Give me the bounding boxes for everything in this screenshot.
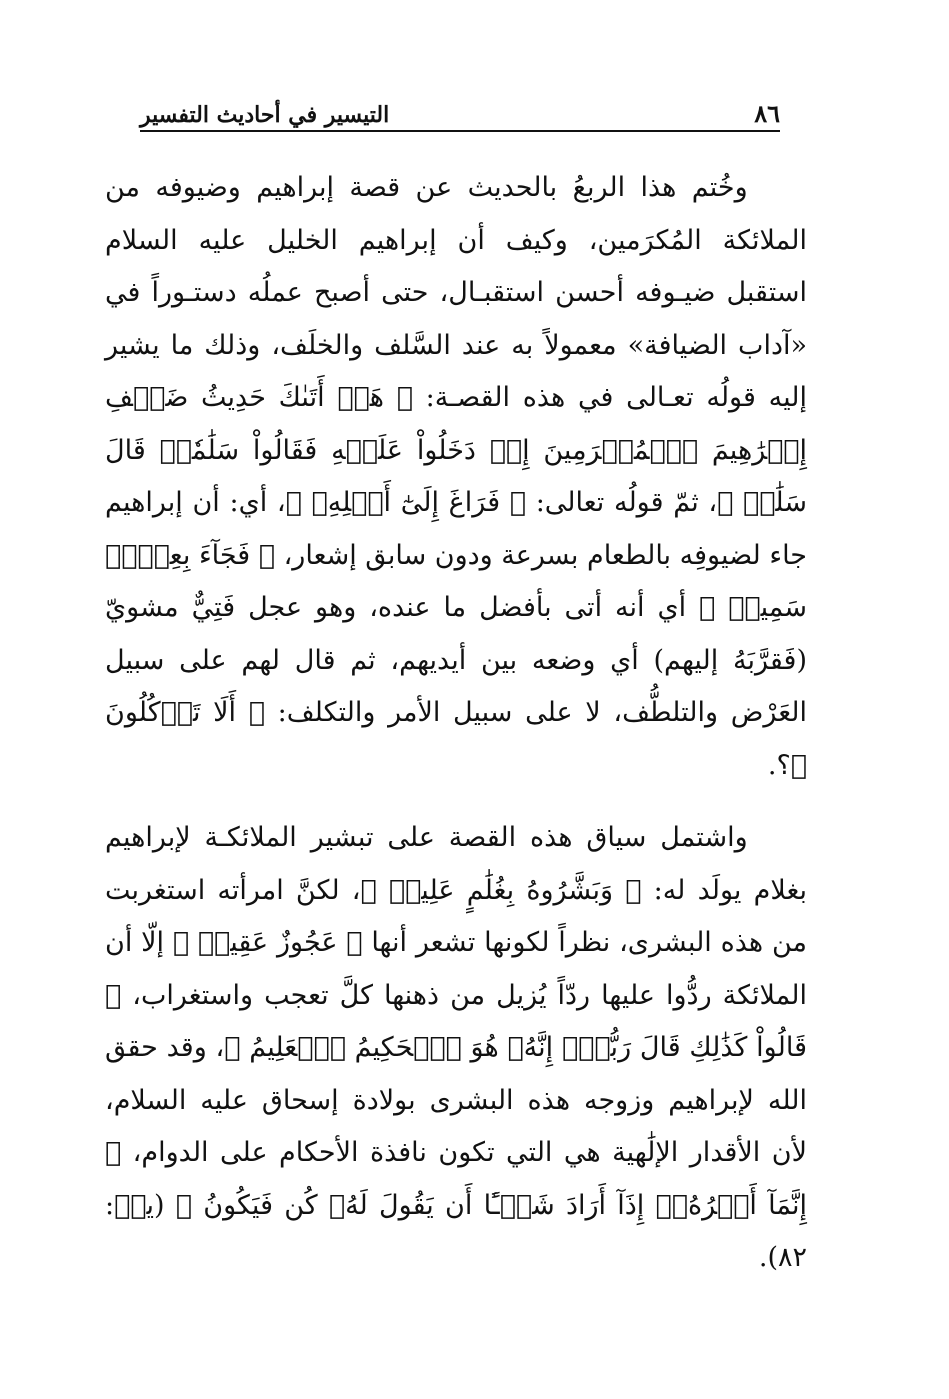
page-number: ٨٦	[754, 99, 780, 128]
running-header	[140, 92, 780, 132]
body-text	[105, 162, 807, 1285]
paragraph-2: واشتمل سياق هذه القصة على تبشير الملائكـة لإبراهيم بغلام يولَد له: ﴿ وَبَشَّرُوهُ بِغُلَٰمٍ عَلِيمٖ ﴾، لكنَّ امرأته استغربت من هذه البشرى، نظراً لكونها تشعر أنها ﴿ عَجُوزٌ عَقِيمٞ ﴾ إلّا أن الملائكة ردُّوا عليها ردّاً يُزيل من ذهنها كلَّ تعجب واستغراب، ﴿ قَالُواْ كَذَٰلِكِ قَالَ رَبُّكِۖ إِنَّهُۥ هُوَ ٱلۡحَكِيمُ ٱلۡعَلِيمُ ﴾، وقد حقق الله لإبراهيم وزوجه هذه البشرى بولادة إسحاق عليه السلام، لأن الأقدار الإلَٰهية هي التي تكون نافذة الأحكام على الدوام، ﴿ إِنَّمَآ أَمۡرُهُۥٓ إِذَآ أَرَادَ شَيۡـًٔا أَن يَقُولَ لَهُۥ كُن فَيَكُونُ ﴾ (يسۤ: ٨٢).	[105, 822, 807, 1273]
running-title: التيسير في أحاديث التفسير	[140, 102, 390, 128]
paragraph-1: وخُتم هذا الربعُ بالحديث عن قصة إبراهيم وضيوفه من الملائكة المُكرَمين، وكيف أن إبراهيم الخليل عليه السلام استقبل ضيـوفه أحسن استقبـال، حتى أصبح عملُه دستـوراً في «آداب الضيافة» معمولاً به عند السَّلف والخلَف، وذلك ما يشير إليه قولُه تعـالى في هذه القصـة: ﴿ هَلۡ أَتَىٰكَ حَدِيثُ ضَيۡفِ إِبۡرَٰهِيمَ ٱلۡمُكۡرَمِينَ إِذۡ دَخَلُواْ عَلَيۡهِ فَقَالُواْ سَلَٰمٗاۖ قَالَ سَلَٰمٞ ﴾، ثمّ قولُه تعالى: ﴿ فَرَاغَ إِلَىٰٓ أَهۡلِهِۦ ﴾، أي: أن إبراهيم جاء لضيوفِه بالطعام بسرعة ودون سابق إشعار، ﴿ فَجَآءَ بِعِجۡلٖ سَمِينٖ ﴾ أي أنه أتى بأفضل ما عنده، وهو عجل فَتِيٌّ مشويّ (فَقرَّبَهُ إليهم) أي وضعه بين أيديهم، ثم قال لهم على سبيل العَرْض والتلطُّف، لا على سبيل الأمر والتكلف: ﴿ أَلَا تَأۡكُلُونَ ﴾؟.	[105, 172, 807, 781]
